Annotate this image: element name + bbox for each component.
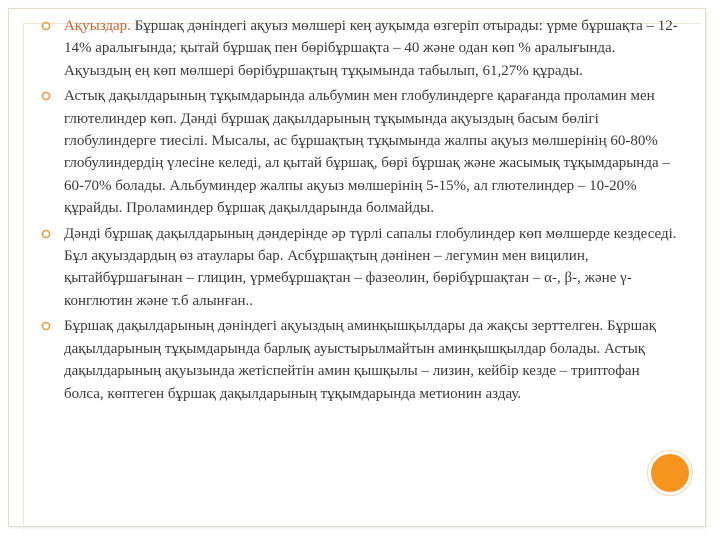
bullet-body: Бұршақ дақылдарының дәніндегі ақуыздың аминқышқылдары да жақсы зерттелген. Бұршақ дақылдарының тұқымдарында барлық ауыстырылмайтын аминқышқылдар болады. Астық дақылдарының ақуызында жетіспейтін амин қышқылы – лизин, кейбір кезде – триптофан болса, көптеген бұршақ дақылдарының тұқымдарында метионин аздау. [64, 318, 657, 402]
slide-content [38, 15, 680, 408]
bullet-item-cereal-proteins [38, 85, 680, 219]
hollow-circle-bullet-icon [41, 91, 51, 101]
bullet-text [64, 15, 680, 82]
bullet-item-amino-acids [38, 315, 680, 405]
bullet-body: Астық дақылдарының тұқымдарында альбумин мен глобулиндерге қарағанда проламин мен глютелиндер көп. Дәнді бұршақ дақылдарының тұқымында ақуыздың басым бөлігі глобулиндерге тиесілі. Мысалы, ас бұршақтың тұқымында жалпы ақуыз мөлшерінің 60-80% глобулиндердің үлесіне келеді, ал қытай бұршақ, бөрі бұршақ және жасымық тұқымдарында – 60-70% болады. Альбуминдер жалпы ақуыз мөлшерінің 5-15%, ал глютелиндер – 10-20% құрайды. Проламиндер бұршақ дақылдарында болмайды. [64, 88, 670, 217]
bullet-body: Бұршақ дәніндегі ақуыз мөлшері кең ауқымда өзгеріп отырады: үрме бұршақта – 12-14% аралығында; қытай бұршақ пен бөрібұршақта – 40 және одан көп % аралығында. Ақуыздың ең көп мөлшері бөрібұршақтың тұқымында табылып, 61,27% құрады. [64, 18, 678, 79]
hollow-circle-bullet-icon [41, 229, 51, 239]
hollow-circle-bullet-icon [41, 321, 51, 331]
hollow-circle-bullet-icon [41, 21, 51, 31]
orange-circle-decoration [648, 451, 692, 495]
bullet-item-proteins [38, 15, 680, 82]
highlight-term: Ақуыздар. [64, 18, 131, 34]
bullet-item-globulins [38, 223, 680, 313]
bullet-body: Дәнді бұршақ дақылдарының дәндерінде әр түрлі сапалы глобулиндер көп мөлшерде кездеседі. Бұл ақуыздардың өз атаулары бар. Асбұршақтың дәнінен – легумин мен вицилин, қытайбұршағынан – глицин, үрмебұршақтан – фазеолин, бөрібұршақтан – α-, β-, және γ-конглютин және т.б алынған.. [64, 225, 677, 309]
